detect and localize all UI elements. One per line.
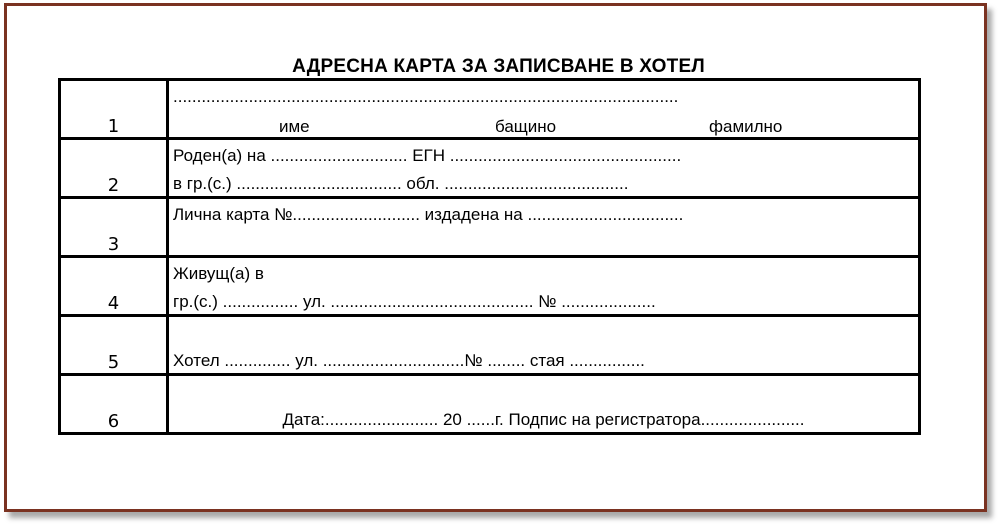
id-card-field[interactable] [168,198,920,257]
name-dots: ........................................................................................................... [173,87,679,106]
row-number: 5 [60,316,168,375]
table-row [60,139,920,198]
name-field[interactable] [168,80,920,139]
row-number: 4 [60,257,168,316]
id-card-line: Лична карта №........................... издадена на ................................. [173,205,684,224]
birth-place-line: в гр.(с.) ................................... обл. ....................................... [173,174,629,193]
table-row [60,257,920,316]
signature-field[interactable] [168,375,920,434]
table-row [60,316,920,375]
birth-date-egn-line: Роден(а) на ............................. ЕГН ................................................. [173,146,682,165]
row-number: 2 [60,139,168,198]
first-name-label: име [279,117,310,136]
form-title: АДРЕСНА КАРТА ЗА ЗАПИСВАНЕ В ХОТЕЛ [292,56,705,77]
last-name-label: фамилно [709,117,783,136]
row-number: 6 [60,375,168,434]
residence-address-line: гр.(с.) ................ ул. ........................................... № .................... [173,292,656,311]
address-card-table [58,78,921,435]
row-number: 3 [60,198,168,257]
table-row [60,80,920,139]
middle-name-label: бащино [495,117,557,136]
table-row [60,375,920,434]
hotel-address-line: Хотел .............. ул. ..............................№ ........ стая ................ [173,351,645,370]
date-signature-line: Дата:........................ 20 ......г. Подпис на регистратора...................... [282,410,805,429]
birth-field[interactable] [168,139,920,198]
residence-field[interactable] [168,257,920,316]
table-row [60,198,920,257]
hotel-field[interactable] [168,316,920,375]
residence-label: Живущ(а) в [173,264,264,283]
row-number: 1 [60,80,168,139]
